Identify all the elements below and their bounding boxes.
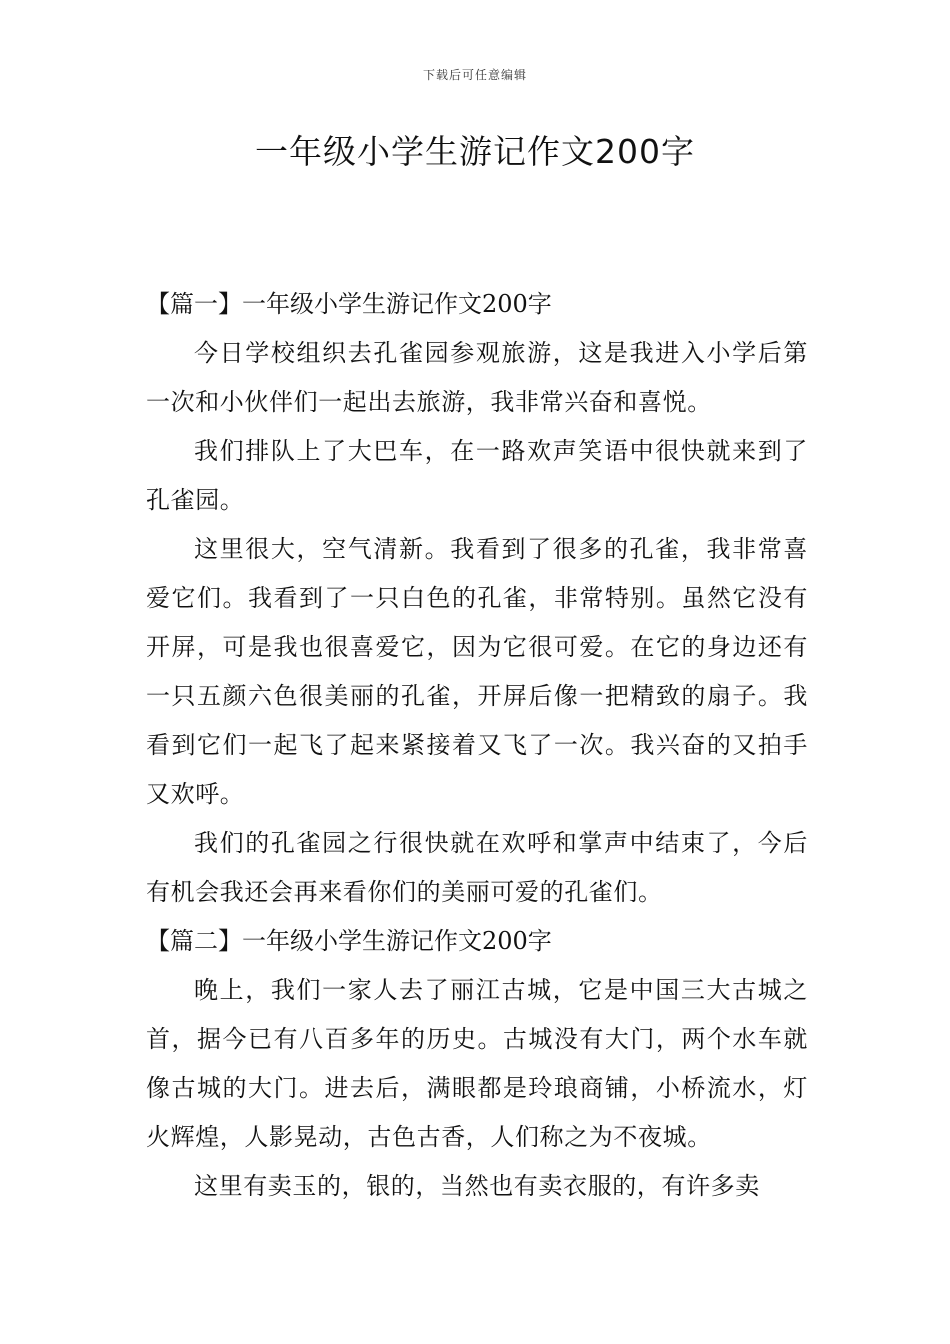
section-1 (146, 280, 808, 917)
paragraph: 这里有卖玉的，银的，当然也有卖衣服的，有许多卖 (194, 1172, 760, 1200)
section-heading: 【篇二】一年级小学生游记作文200字 (146, 927, 552, 955)
paragraph: 我们的孔雀园之行很快就在欢呼和掌声中结束了，今后有机会我还会再来看你们的美丽可爱的孔雀们。 (146, 829, 808, 906)
paragraph: 今日学校组织去孔雀园参观旅游，这是我进入小学后第一次和小伙伴们一起出去旅游，我非常兴奋和喜悦。 (146, 339, 808, 416)
paragraph: 这里很大，空气清新。我看到了很多的孔雀，我非常喜爱它们。我看到了一只白色的孔雀，非常特别。虽然它没有开屏，可是我也很喜爱它，因为它很可爱。在它的身边还有一只五颜六色很美丽的孔雀，开屏后像一把精致的扇子。我看到它们一起飞了起来紧接着又飞了一次。我兴奋的又拍手又欢呼。 (146, 535, 808, 808)
paragraph: 我们排队上了大巴车，在一路欢声笑语中很快就来到了孔雀园。 (146, 437, 808, 514)
document-title: 一年级小学生游记作文200字 (255, 132, 695, 171)
document-body (146, 280, 808, 1211)
section-2 (146, 917, 808, 1211)
header-note: 下载后可任意编辑 (422, 68, 527, 82)
paragraph: 晚上，我们一家人去了丽江古城，它是中国三大古城之首，据今已有八百多年的历史。古城没有大门，两个水车就像古城的大门。进去后，满眼都是玲琅商铺，小桥流水，灯火辉煌，人影晃动，古色古香，人们称之为不夜城。 (146, 976, 808, 1151)
section-heading: 【篇一】一年级小学生游记作文200字 (146, 290, 552, 318)
